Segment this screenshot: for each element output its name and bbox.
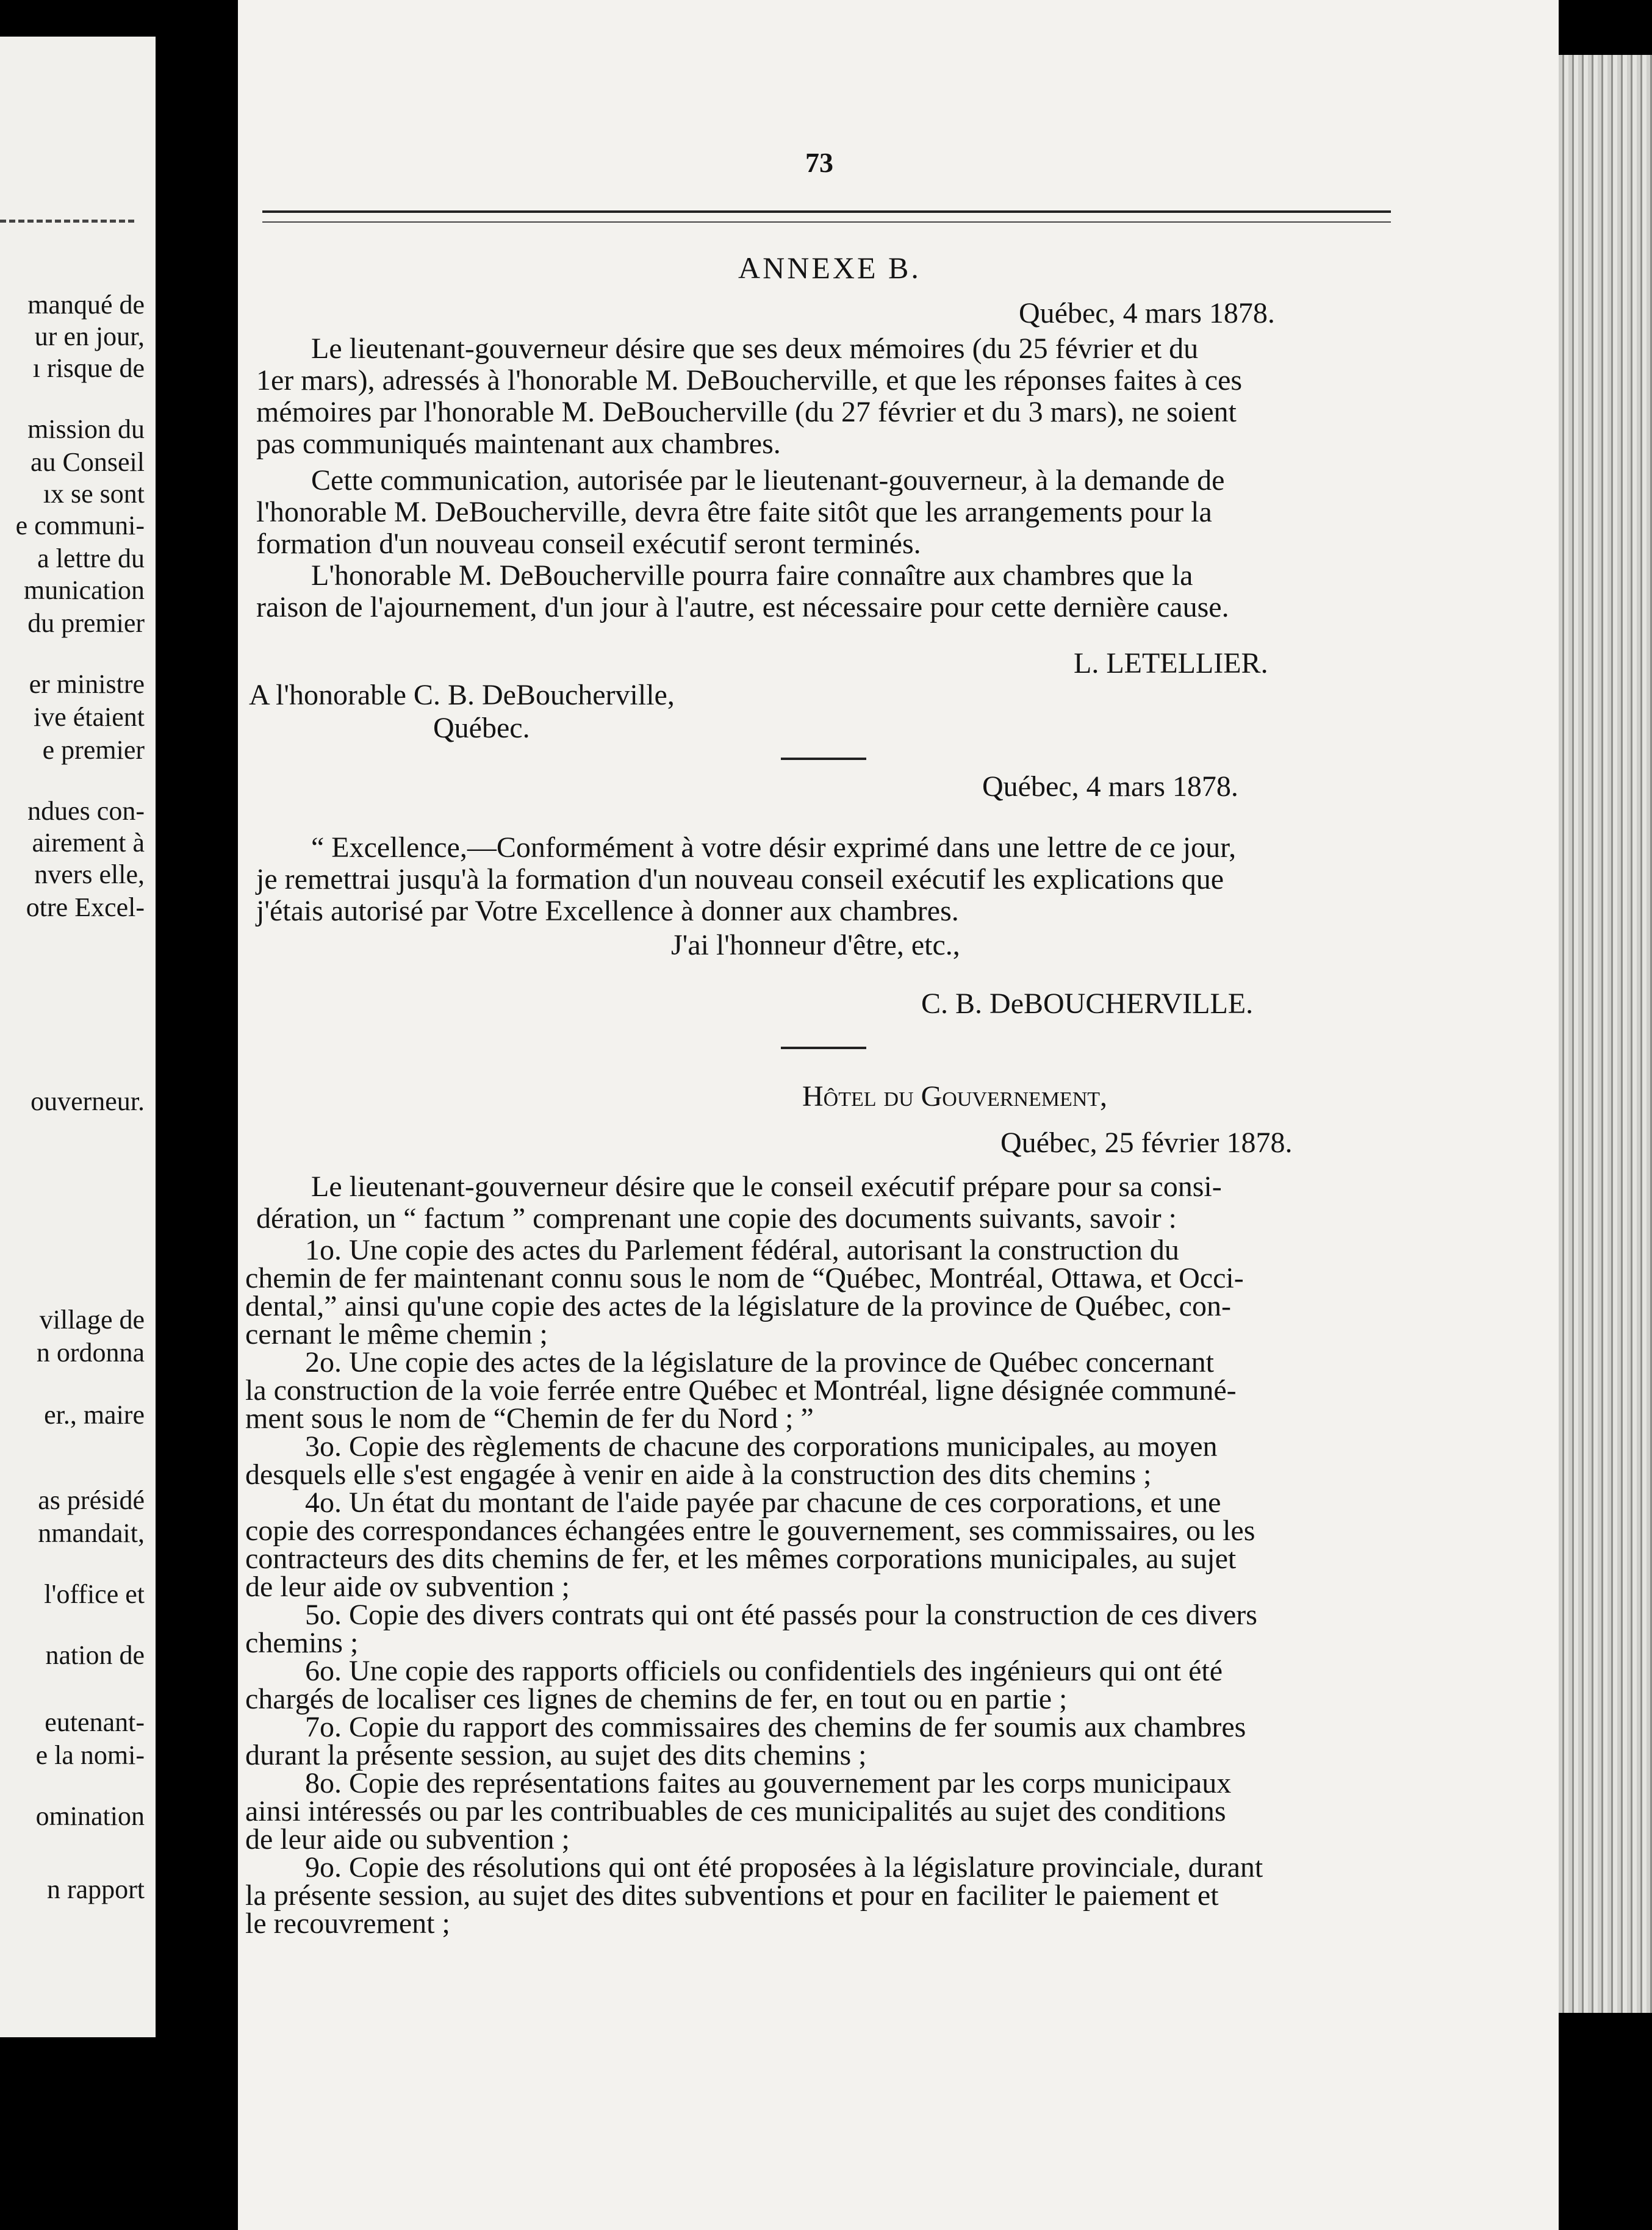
dateline-2: Québec, 4 mars 1878. bbox=[982, 770, 1238, 803]
paragraph-line: 1er mars), adressés à l'honorable M. DeBoucherville, et que les réponses faites à ces bbox=[256, 364, 1243, 396]
left-facing-page bbox=[0, 37, 156, 2037]
addressee-line-1: A l'honorable C. B. DeBoucherville, bbox=[249, 679, 675, 711]
left-page-fragment: omination bbox=[35, 1801, 145, 1831]
list-item-line: de leur aide ov subvention ; bbox=[245, 1571, 570, 1603]
paragraph-line: pas communiqués maintenant aux chambres. bbox=[256, 428, 781, 460]
addressee-line-2: Québec. bbox=[433, 712, 530, 744]
list-item-line: 8o. Copie des représentations faites au gouvernement par les corps municipaux bbox=[305, 1767, 1232, 1799]
list-item-line: 9o. Copie des résolutions qui ont été proposées à la législature provinciale, durant bbox=[305, 1851, 1263, 1884]
section-divider-2 bbox=[781, 1047, 866, 1049]
left-page-fragment: manqué de bbox=[27, 290, 145, 320]
left-page-fragment: au Conseil bbox=[31, 447, 145, 477]
left-page-fragment: eutenant- bbox=[45, 1707, 145, 1737]
list-item-line: la construction de la voie ferrée entre Québec et Montréal, ligne désignée communé- bbox=[245, 1374, 1237, 1407]
signature-deboucherville: C. B. DeBOUCHERVILLE. bbox=[921, 988, 1254, 1020]
left-page-fragment: e premier bbox=[42, 735, 145, 765]
annex-title: ANNEXE B. bbox=[738, 251, 921, 285]
dateline-3: Québec, 25 février 1878. bbox=[1000, 1127, 1293, 1159]
left-page-fragment: otre Excel- bbox=[26, 892, 145, 922]
list-item-line: de leur aide ou subvention ; bbox=[245, 1823, 570, 1855]
list-item-line: desquels elle s'est engagée à venir en aide à la construction des dits chemins ; bbox=[245, 1458, 1152, 1491]
paragraph-line: raison de l'ajournement, d'un jour à l'autre, est nécessaire pour cette dernière cause. bbox=[256, 591, 1229, 623]
paragraph-line: l'honorable M. DeBoucherville, devra être faite sitôt que les arrangements pour la bbox=[256, 496, 1212, 528]
list-item-line: cernant le même chemin ; bbox=[245, 1318, 548, 1350]
left-page-fragment: du premier bbox=[27, 608, 145, 638]
left-page-fragment: nation de bbox=[45, 1640, 145, 1670]
left-page-fragment: village de bbox=[39, 1305, 145, 1335]
list-item-line: 3o. Copie des règlements de chacune des corporations municipales, au moyen bbox=[305, 1430, 1218, 1463]
book-gutter bbox=[156, 0, 238, 2230]
list-item-line: 6o. Une copie des rapports officiels ou confidentiels des ingénieurs qui ont été bbox=[305, 1655, 1223, 1687]
left-page-fragment: airement à bbox=[32, 828, 145, 858]
left-page-fragment: n rapport bbox=[46, 1874, 145, 1904]
left-page-fragment: ıx se sont bbox=[43, 479, 145, 509]
left-page-fragment: e communi- bbox=[15, 511, 145, 540]
list-item-line: ment sous le nom de “Chemin de fer du Nord ; ” bbox=[245, 1402, 814, 1435]
paragraph-line: “ Excellence,—Conformément à votre désir exprimé dans une lettre de ce jour, bbox=[311, 831, 1237, 864]
list-item-line: dental,” ainsi qu'une copie des actes de la législature de la province de Québec, con- bbox=[245, 1290, 1231, 1322]
dateline-1: Québec, 4 mars 1878. bbox=[1019, 297, 1275, 329]
list-item-line: chemins ; bbox=[245, 1627, 359, 1659]
paragraph-line: je remettrai jusqu'à la formation d'un nouveau conseil exécutif les explications que bbox=[256, 863, 1224, 895]
left-page-fragment: l'office et bbox=[44, 1579, 145, 1609]
left-page-fragment: munication bbox=[24, 575, 145, 605]
paragraph-line: mémoires par l'honorable M. DeBoucherville (du 27 février et du 3 mars), ne soient bbox=[256, 396, 1237, 428]
list-item-line: contracteurs des dits chemins de fer, et les mêmes corporations municipales, au sujet bbox=[245, 1543, 1237, 1575]
list-item-line: chargés de localiser ces lignes de chemins de fer, en tout ou en partie ; bbox=[245, 1683, 1068, 1715]
paragraph-line: L'honorable M. DeBoucherville pourra faire connaître aux chambres que la bbox=[311, 559, 1193, 592]
paragraph-line: Le lieutenant-gouverneur désire que le conseil exécutif prépare pour sa consi- bbox=[311, 1171, 1222, 1203]
left-page-fragment: ur en jour, bbox=[34, 321, 145, 351]
list-item-line: chemin de fer maintenant connu sous le nom de “Québec, Montréal, Ottawa, et Occi- bbox=[245, 1262, 1244, 1294]
list-item-line: 7o. Copie du rapport des commissaires des chemins de fer soumis aux chambres bbox=[305, 1711, 1246, 1743]
paragraph-line: dération, un “ factum ” comprenant une copie des documents suivants, savoir : bbox=[256, 1202, 1177, 1235]
list-item-line: le recouvrement ; bbox=[245, 1907, 450, 1940]
left-page-fragment: e la nomi- bbox=[35, 1740, 145, 1770]
left-page-fragment: mission du bbox=[27, 414, 145, 444]
page-edges bbox=[1559, 55, 1652, 2013]
left-page-fragment: n ordonna bbox=[36, 1338, 145, 1368]
list-item-line: la présente session, au sujet des dites subventions et pour en faciliter le paiement et bbox=[245, 1879, 1219, 1912]
paragraph-line: j'étais autorisé par Votre Excellence à donner aux chambres. bbox=[256, 895, 959, 927]
signature-letellier: L. LETELLIER. bbox=[1074, 647, 1268, 679]
left-page-fragment: a lettre du bbox=[37, 543, 145, 573]
left-page-fragment: nvers elle, bbox=[34, 859, 145, 889]
left-page-fragment: as présidé bbox=[38, 1485, 145, 1515]
list-item-line: ainsi intéressés ou par les contribuables de ces municipalités au sujet des conditions bbox=[245, 1795, 1226, 1827]
list-item-line: 1o. Une copie des actes du Parlement fédéral, autorisant la construction du bbox=[305, 1234, 1179, 1266]
list-item-line: durant la présente session, au sujet des dits chemins ; bbox=[245, 1739, 867, 1771]
paragraph-line: Cette communication, autorisée par le lieutenant-gouverneur, à la demande de bbox=[311, 464, 1225, 497]
heading-hotel-gouvernement: Hôtel du Gouvernement, bbox=[802, 1080, 1108, 1113]
list-item-line: copie des correspondances échangées entre le gouvernement, ses commissaires, ou les bbox=[245, 1515, 1255, 1547]
left-page-fragment: ive étaient bbox=[33, 702, 145, 732]
left-page-fragment: nmandait, bbox=[38, 1518, 145, 1548]
left-page-fragment: ı risque de bbox=[32, 353, 145, 383]
list-item-line: 4o. Un état du montant de l'aide payée par chacune de ces corporations, et une bbox=[305, 1486, 1221, 1519]
paragraph-line: Le lieutenant-gouverneur désire que ses deux mémoires (du 25 février et du bbox=[311, 332, 1199, 365]
left-page-fragment: er ministre bbox=[29, 669, 145, 699]
left-page-rule bbox=[0, 220, 134, 223]
section-divider-1 bbox=[781, 758, 866, 760]
left-page-fragment: ndues con- bbox=[27, 796, 145, 826]
main-page bbox=[238, 0, 1559, 2230]
left-page-fragment: er., maire bbox=[44, 1400, 145, 1430]
list-item-line: 2o. Une copie des actes de la législature de la province de Québec concernant bbox=[305, 1346, 1214, 1379]
header-rule bbox=[262, 210, 1391, 223]
paragraph-line: formation d'un nouveau conseil exécutif seront terminés. bbox=[256, 528, 921, 560]
left-page-fragment: ouverneur. bbox=[31, 1086, 145, 1116]
list-item-line: 5o. Copie des divers contrats qui ont été passés pour la construction de ces divers bbox=[305, 1599, 1257, 1631]
closing-formula: J'ai l'honneur d'être, etc., bbox=[671, 929, 960, 961]
page-number: 73 bbox=[805, 147, 833, 178]
